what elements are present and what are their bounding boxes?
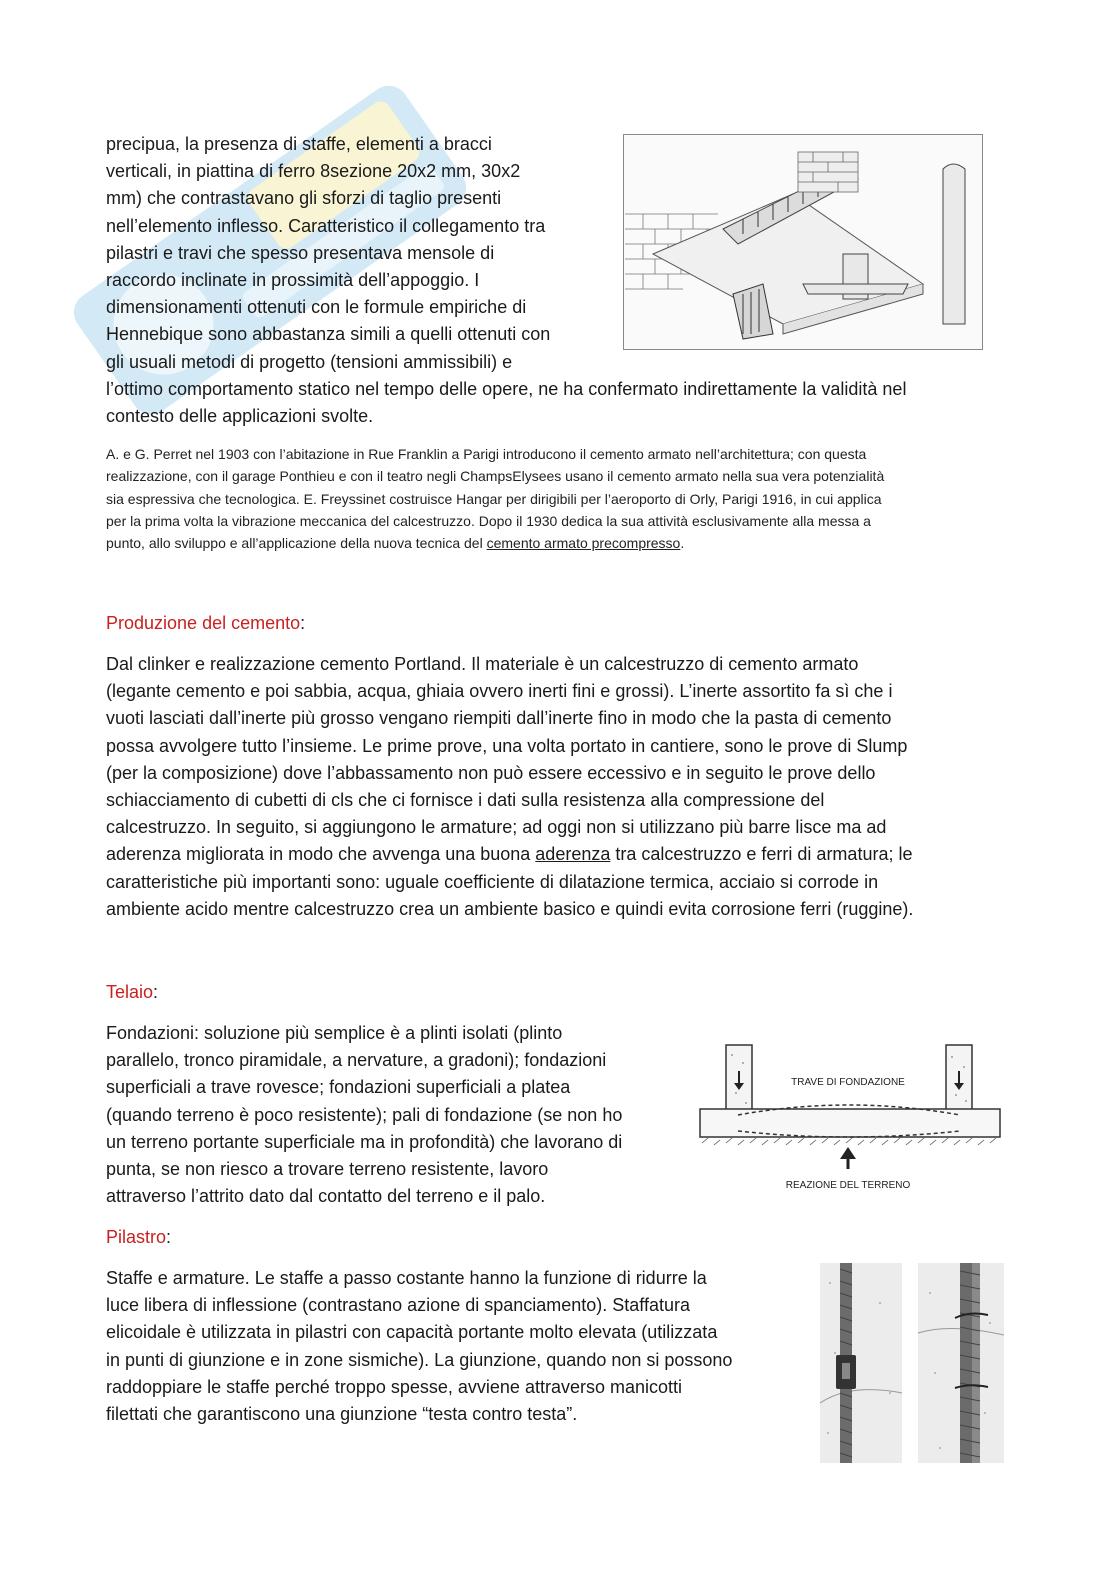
intro-line: Hennebique sono abbastanza simili a quelli ottenuti con [106, 324, 551, 345]
pilastro-line: luce libera di inflessione (contrastano azione di spanciamento). Staffatura [106, 1295, 691, 1316]
heading-colon: : [300, 613, 306, 633]
pilastro-line: in punti di giunzione e in zone sismiche). La giunzione, quando non si possono [106, 1349, 733, 1370]
intro-line: nell’elemento inflesso. Caratteristico il collegamento tra [106, 215, 546, 236]
intro-line: mm) che contrastavano gli sforzi di taglio presenti [106, 188, 502, 209]
produzione-line: calcestruzzo. In seguito, si aggiungono le armature; ad oggi non si utilizzano più barre lisce ma ad [106, 817, 887, 838]
note-text: . [680, 535, 685, 552]
note-line: A. e G. Perret nel 1903 con l’abitazione in Rue Franklin a Parigi introducono il cemento armato nell’architettura; con questa [106, 446, 867, 462]
aderenza-link[interactable]: aderenza [535, 844, 611, 865]
produzione-line: (legante cemento e poi sabbia, acqua, ghiaia ovvero inerti fini e grossi). L’inerte assortito fa sì che i [106, 681, 893, 702]
intro-line: pilastri e travi che spesso presentava mensole di [106, 242, 495, 263]
produzione-line: Dal clinker e realizzazione cemento Portland. Il materiale è un calcestruzzo di cemento armato [106, 654, 859, 674]
intro-line: verticali, in piattina di ferro 8sezione 20x2 mm, 30x2 [106, 161, 521, 182]
produzione-line: caratteristiche più importanti sono: uguale coefficiente di dilatazione termica, acciaio si corrode in [106, 871, 879, 892]
produzione-line: schiacciamento di cubetti di cls che ci fornisce i dati sulla resistenza alla compressione del [106, 790, 825, 811]
telaio-line: superficiali a trave rovesce; fondazioni superficiali a platea [106, 1077, 571, 1098]
telaio-heading [106, 979, 158, 1006]
telaio-paragraph [106, 1020, 696, 1210]
intro-line: dimensionamenti ottenuti con le formule empiriche di [106, 297, 527, 318]
produzione-text: aderenza migliorata in modo che avvenga una buona [106, 844, 536, 865]
note-line: sia espressiva che tecnologica. E. Freyssinet costruisce Hangar per dirigibili per l’aeroporto di Orly, Parigi 1916, in cui applica [106, 490, 882, 507]
note-line: realizzazione, con il garage Ponthieu e con il teatro negli ChampsElysees usano il cemento armato nella sua vera potenzialità [106, 468, 885, 485]
heading-text: Telaio [106, 982, 154, 1002]
trave-label: TRAVE DI FONDAZIONE [791, 1077, 905, 1088]
pilastro-line: Staffe e armature. Le staffe a passo costante hanno la funzione di ridurre la [106, 1268, 707, 1288]
telaio-line: attraverso l’attrito dato dal contatto del terreno e il palo. [106, 1186, 546, 1207]
precompresso-link[interactable]: cemento armato precompresso [486, 535, 681, 552]
produzione-paragraph [106, 651, 1016, 923]
telaio-line: (quando terreno è poco resistente); pali di fondazione (se non ho [106, 1104, 623, 1125]
produzione-line: ambiente acido mentre calcestruzzo crea un ambiente basico e quindi evita corrosione ferri (ruggine). [106, 898, 914, 919]
intro-line: raccordo inclinate in prossimità dell’appoggio. I [106, 270, 480, 291]
heading-colon: : [166, 1227, 172, 1247]
perret-note [106, 443, 1016, 554]
note-text: punto, allo sviluppo e all’applicazione della nuova tecnica del [106, 535, 487, 552]
note-line: per la prima volta la vibrazione meccanica del calcestruzzo. Dopo il 1930 dedica la sua attività esclusivamente alla messa a [106, 512, 871, 529]
telaio-line: parallelo, tronco piramidale, a nervature, a gradoni); fondazioni [106, 1050, 607, 1071]
foundation-beam-figure [698, 1043, 1002, 1195]
produzione-line: vuoti lasciati dall’inerte più grosso vengano riempiti dall’inerte fino in modo che la pasta di cemento [106, 708, 892, 729]
produzione-heading [106, 610, 305, 637]
heading-text: Produzione del cemento [106, 613, 301, 633]
intro-line: contesto delle applicazioni svolte. [106, 406, 374, 427]
heading-colon: : [153, 982, 159, 1002]
produzione-line: (per la composizione) dove l’abbassamento non può essere eccessivo e in seguito le prove dello [106, 762, 876, 783]
pilastro-line: raddoppiare le staffe perché troppo spesse, avviene attraverso manicotti [106, 1376, 682, 1397]
pilastro-heading [106, 1224, 171, 1251]
telaio-line: Fondazioni: soluzione più semplice è a plinti isolati (plinto [106, 1023, 563, 1043]
intro-line: l’ottimo comportamento statico nel tempo delle opere, ne ha confermato indirettamente la validità nel [106, 378, 907, 399]
pilastro-paragraph [106, 1265, 806, 1428]
hennebique-beam-figure [623, 134, 983, 350]
note-line [106, 532, 1016, 554]
telaio-line: un terreno portante superficiale ma in profondità) che lavorano di [106, 1131, 623, 1152]
produzione-text: tra calcestruzzo e ferri di armatura; le [610, 844, 913, 865]
intro-line: gli usuali metodi di progetto (tensioni ammissibili) e [106, 351, 513, 372]
pilastro-line: elicoidale è utilizzata in pilastri con capacità portante molto elevata (utilizzata [106, 1322, 718, 1343]
telaio-line: punta, se non riesco a trovare terreno resistente, lavoro [106, 1159, 549, 1180]
reazione-label: REAZIONE DEL TERRENO [785, 1180, 911, 1191]
pilastro-line: filettati che garantiscono una giunzione “testa contro testa”. [106, 1404, 578, 1425]
rebar-splice-figure [820, 1263, 1004, 1463]
heading-text: Pilastro [106, 1227, 167, 1247]
intro-line: precipua, la presenza di staffe, elementi a bracci [106, 134, 492, 154]
produzione-line: possa avvolgere tutto l’insieme. Le prime prove, una volta portato in cantiere, sono le prove di Slump [106, 735, 908, 756]
produzione-line [106, 841, 1016, 868]
